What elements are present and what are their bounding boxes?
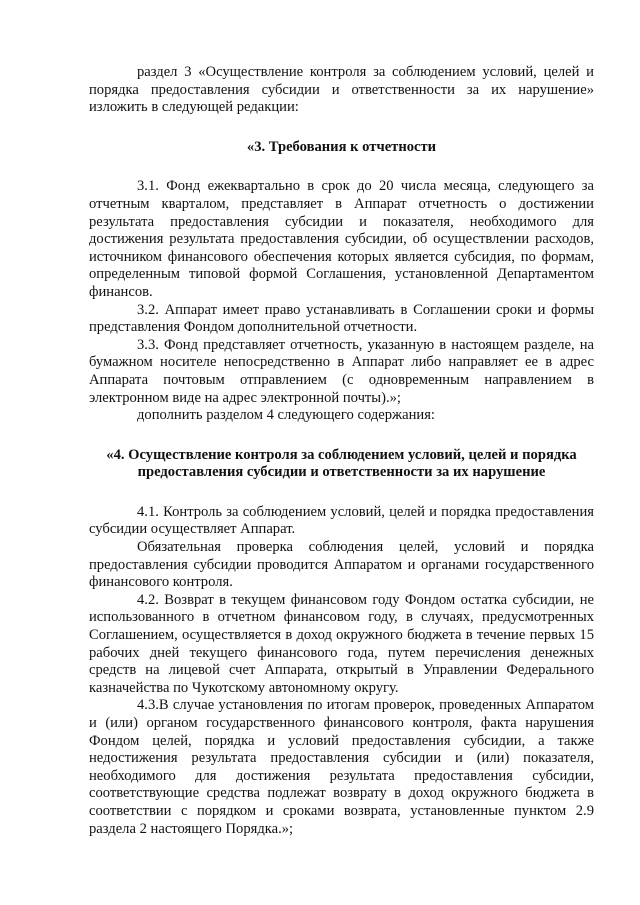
section-3-heading: «3. Требования к отчетности xyxy=(246,138,437,155)
section-4-2-paragraph: 4.2. Возврат в текущем финансовом году Фондом остатка субсидии, не использованного в отчетном финансовом году, в случаях, предусмотренных Соглашением, осуществляется в доход окружного бюджета в течение первых 15 рабочих дней текущего финансового года, путем перечисления денежных средств на лицевой счет Аппарата, открытый в Управлении Федерального казначейства по Чукотскому автономному округу. xyxy=(89,591,594,696)
section-4-1-check-paragraph: Обязательная проверка соблюдения целей, условий и порядка предоставления субсидии проводится Аппаратом и органами государственного финансового контроля. xyxy=(89,539,594,591)
intro-paragraph: раздел 3 «Осуществление контроля за соблюдением условий, целей и порядка предоставления субсидии и ответственности за их нарушение» изложить в следующей редакции: xyxy=(89,64,594,116)
add-section-paragraph: дополнить разделом 4 следующего содержания: xyxy=(137,407,435,424)
section-3-1-paragraph: 3.1. Фонд ежеквартально в срок до 20 числа месяца, следующего за отчетным кварталом, представляет в Аппарат отчетность о достижении результата предоставления субсидии и показателя, необходимого для достижения результата предоставления субсидии, об осуществлении расходов, источником финансового обеспечения которых является субсидия, по формам, определенным типовой формой Соглашения, установленной Департаментом финансов. xyxy=(89,178,594,300)
section-3-2-paragraph: 3.2. Аппарат имеет право устанавливать в Соглашении сроки и формы представления Фондом дополнительной отчетности. xyxy=(89,301,594,336)
section-4-1-paragraph: 4.1. Контроль за соблюдением условий, целей и порядка предоставления субсидии осуществляет Аппарат. xyxy=(89,503,594,538)
section-4-3-paragraph: 4.3.В случае установления по итогам проверок, проведенных Аппаратом и (или) органом государственного финансового контроля, факта нарушения Фондом целей, порядка и условий предоставления субсидии, а также недостижения результата предоставления субсидии и (или) показателя, необходимого для достижения результата предоставления субсидии, соответствующие средства подлежат возврату в доход окружного бюджета в соответствии с порядком и сроками возврата, установленные пунктом 2.9 раздела 2 настоящего Порядка.»; xyxy=(89,697,594,837)
section-3-3-paragraph: 3.3. Фонд представляет отчетность, указанную в настоящем разделе, на бумажном носителе непосредственно в Аппарат либо направляет ее в адрес Аппарата почтовым отправлением (с одновременным направлением в электронном виде на адрес электронной почты).»; xyxy=(89,336,594,406)
section-4-heading: «4. Осуществление контроля за соблюдением условий, целей и порядка предоставления субсидии и ответственности за их нарушение xyxy=(106,446,577,481)
